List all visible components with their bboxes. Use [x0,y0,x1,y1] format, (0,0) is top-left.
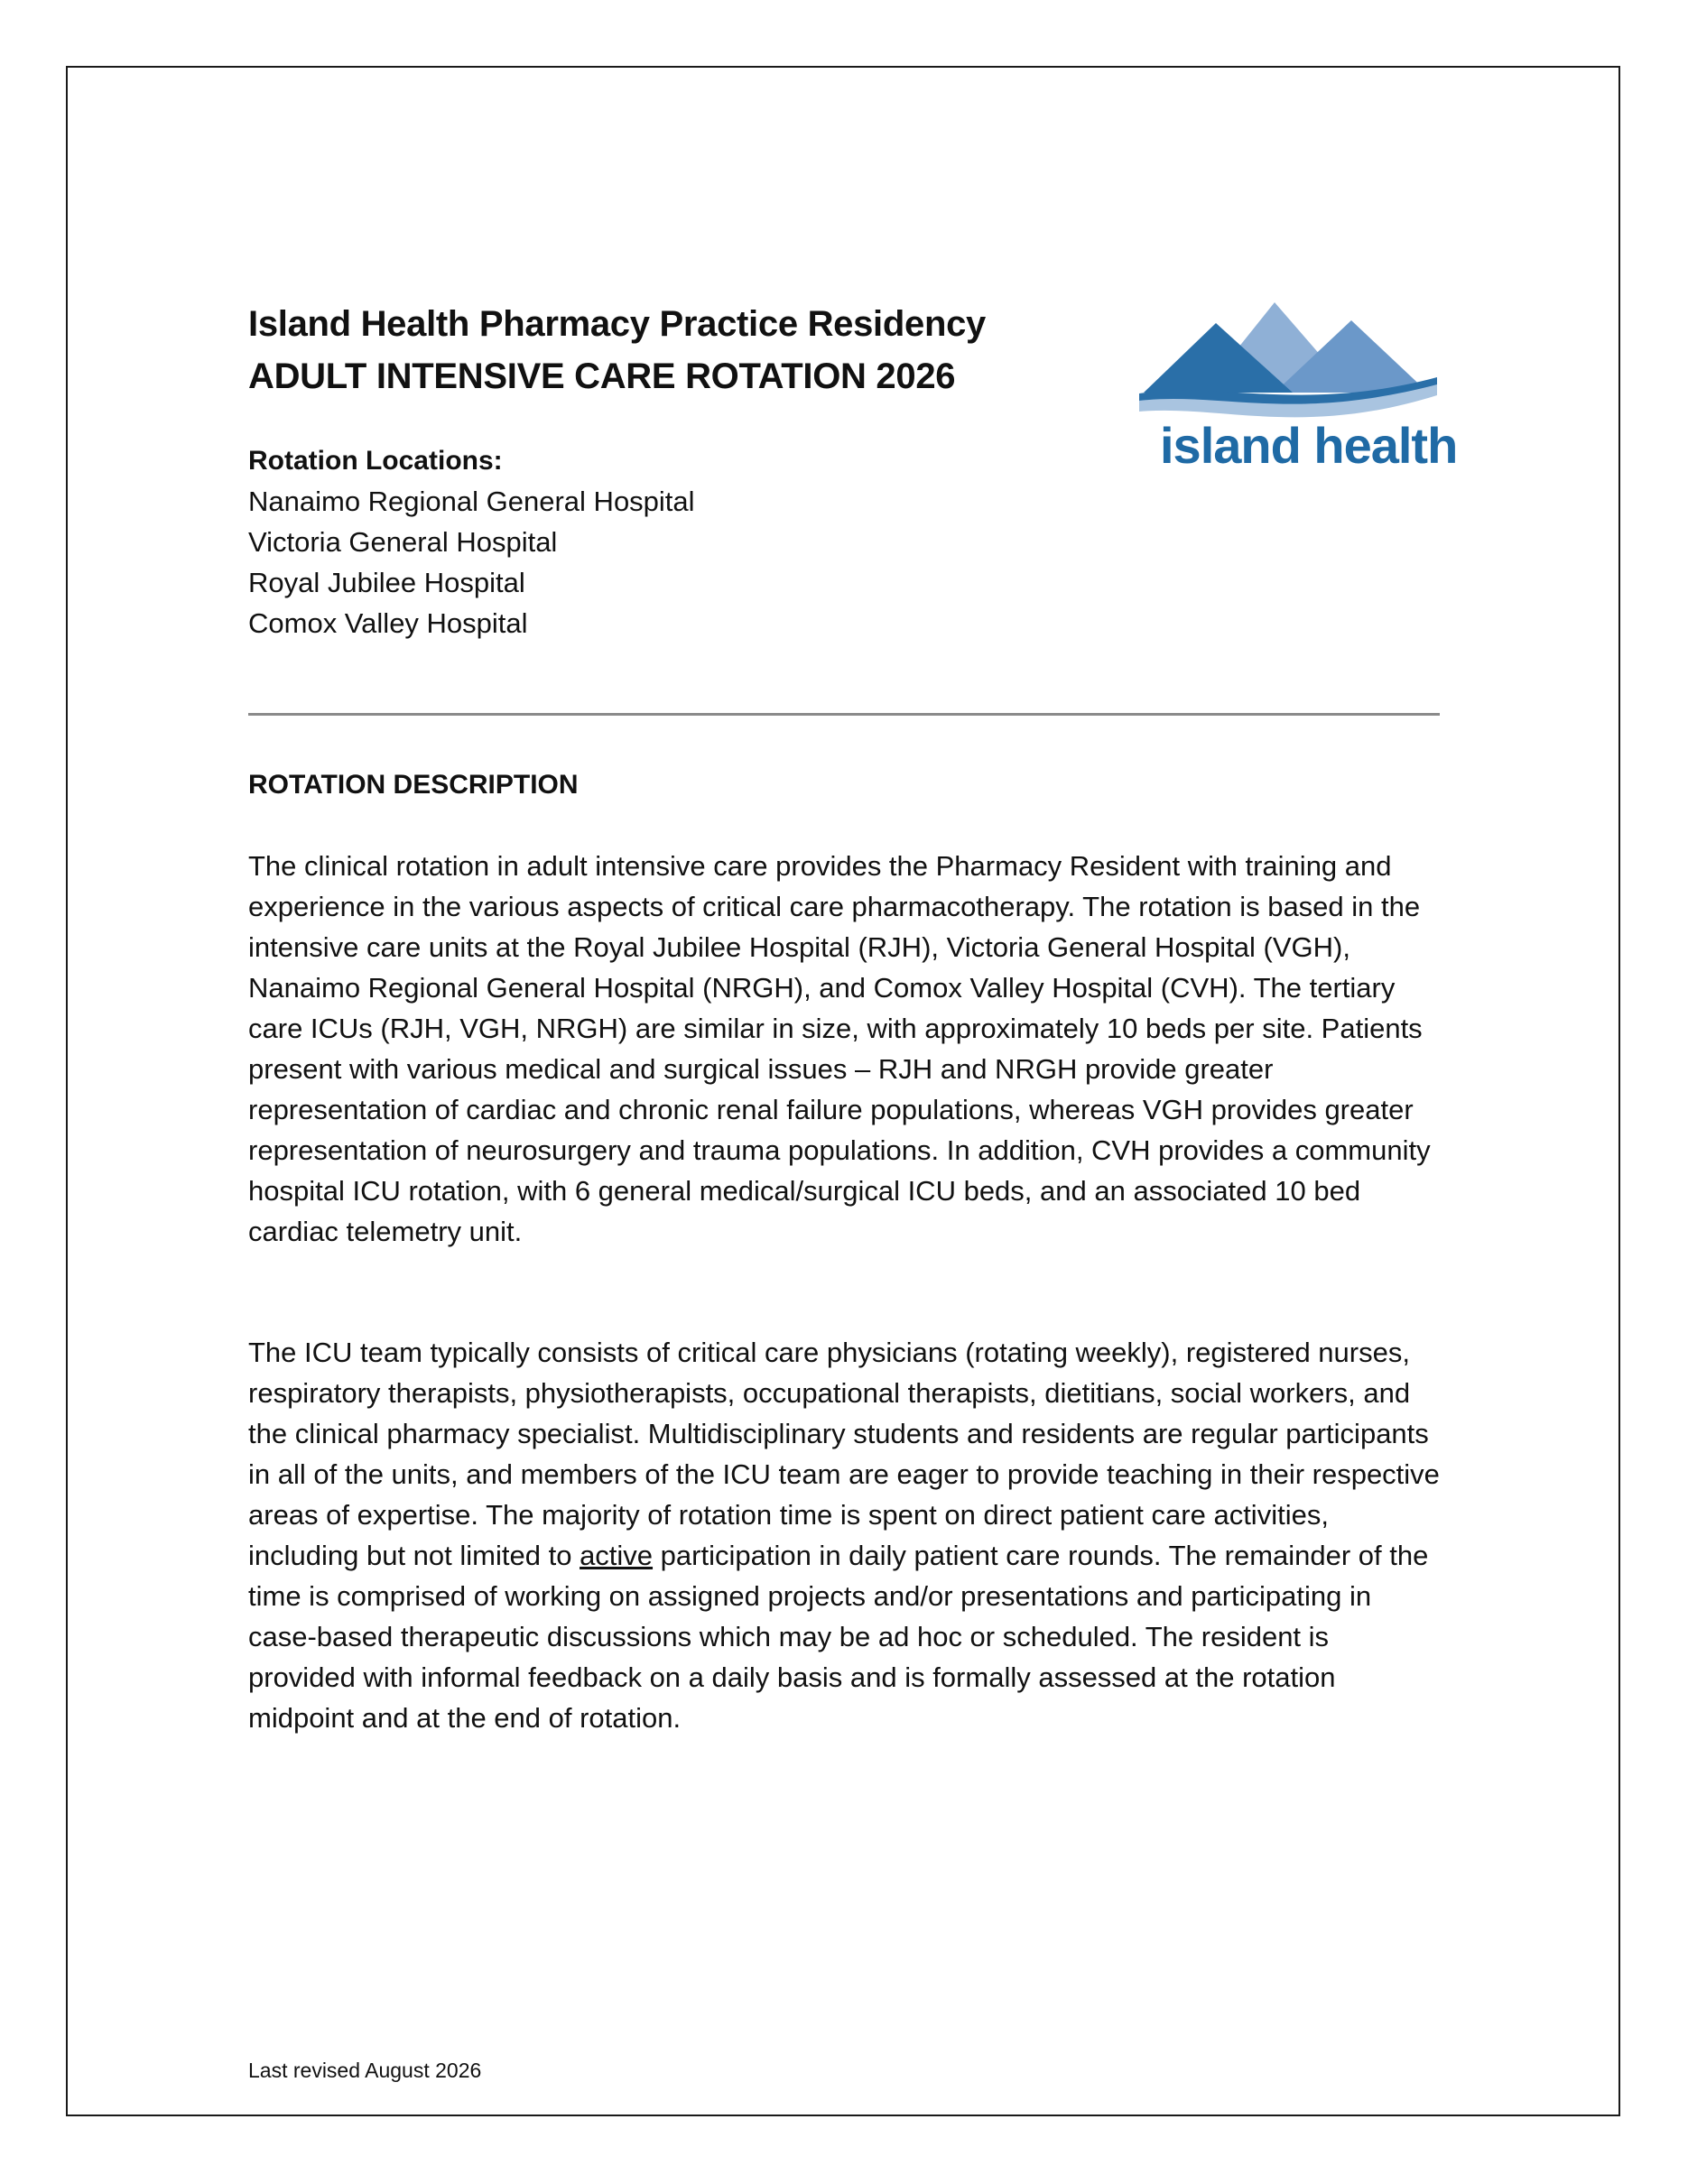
document-title: Island Health Pharmacy Practice Residency [248,304,986,344]
icu-team-paragraph [248,1332,1440,1738]
paragraph-text: The ICU team typically consists of critical care physicians (rotating weekly), registered nurses, respiratory therapists, physiotherapists, occupational therapists, dietitians, social workers, and the clinical pharmacy specialist. Multidisciplinary students and residents are regular participants in all of the units, and members of the ICU team are eager to provide teaching in their respective areas of expertise. The majority of rotation time is spent on direct patient care activities, including but not limited to [248,1337,1440,1571]
locations-heading: Rotation Locations: [248,446,503,476]
document-header [248,298,1061,403]
document-subtitle: ADULT INTENSIVE CARE ROTATION 2026 [248,356,956,396]
location-item: Nanaimo Regional General Hospital [248,486,695,517]
underlined-word: active [580,1540,654,1571]
revision-footer: Last revised August 2026 [248,2059,482,2082]
location-item: Victoria General Hospital [248,526,558,558]
location-item: Royal Jubilee Hospital [248,567,525,598]
rotation-locations [248,440,1061,643]
logo-wordmark: island health [1160,417,1458,474]
section-heading: ROTATION DESCRIPTION [248,770,579,800]
rotation-description-paragraph: The clinical rotation in adult intensive care provides the Pharmacy Resident with training and experience in the various aspects of critical care pharmacotherapy. The rotation is based in the intensive care units at the Royal Jubilee Hospital (RJH), Victoria General Hospital (VGH), Nanaimo Regional General Hospital (NRGH), and Comox Valley Hospital (CVH). The tertiary care ICUs (RJH, VGH, NRGH) are similar in size, with approximately 10 beds per site. Patients present with various medical and surgical issues – RJH and NRGH provide greater representation of cardiac and chronic renal failure populations, whereas VGH provides greater representation of neurosurgery and trauma populations. In addition, CVH provides a community hospital ICU rotation, with 6 general medical/surgical ICU beds, and an associated 10 bed cardiac telemetry unit. [248,850,1431,1247]
location-item: Comox Valley Hospital [248,607,528,639]
horizontal-divider [248,713,1440,716]
paragraph-text: participation in daily patient care rounds. The remainder of the time is comprised of working on assigned projects and/or presentations and participating in case-based therapeutic discussions which may be ad hoc or scheduled. The resident is provided with informal feedback on a daily basis and is formally assessed at the rotation midpoint and at the end of rotation. [248,1540,1429,1734]
